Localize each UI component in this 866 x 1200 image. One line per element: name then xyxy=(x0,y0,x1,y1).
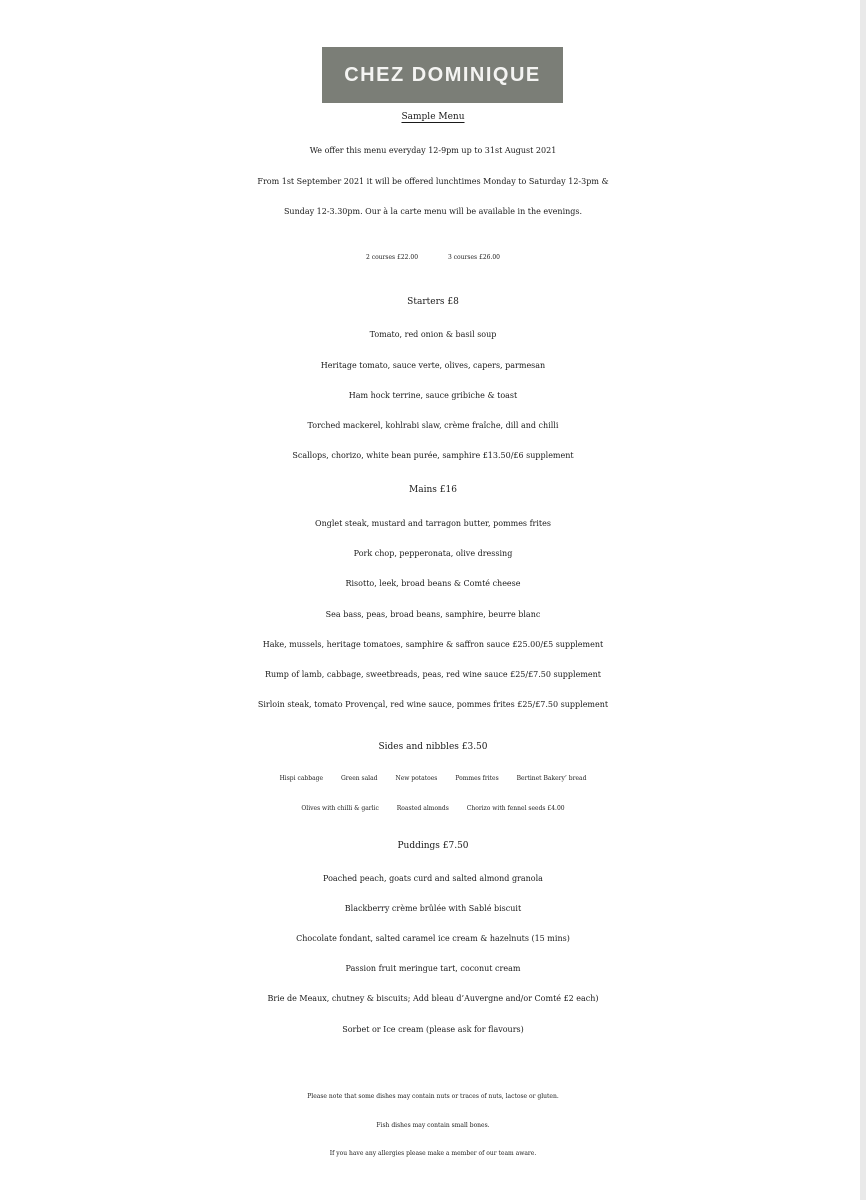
intro-line: We offer this menu everyday 12-9pm up to 31st August 2021 xyxy=(309,146,557,155)
allergy-note: Please note that some dishes may contain nuts or traces of nuts, lactose or gluten. xyxy=(307,1093,559,1100)
three-course-price: 3 courses £26.00 xyxy=(447,254,500,261)
menu-item: Brie de Meaux, chutney & biscuits; Add bleau d’Auvergne and/or Comté £2 each) xyxy=(267,994,599,1003)
menu-item: Poached peach, goats curd and salted almond granola xyxy=(323,874,543,883)
side-item: Roasted almonds xyxy=(396,805,449,812)
side-item: Bertinet Bakery’ bread xyxy=(516,775,587,782)
allergy-note: If you have any allergies please make a member of our team aware. xyxy=(329,1150,537,1157)
sides-row xyxy=(0,775,866,782)
menu-item: Onglet steak, mustard and tarragon butter, pommes frites xyxy=(315,519,551,528)
menu-item: Pork chop, pepperonata, olive dressing xyxy=(353,549,513,558)
menu-item: Chocolate fondant, salted caramel ice cream & hazelnuts (15 mins) xyxy=(296,934,570,943)
sides-row xyxy=(0,805,866,812)
menu-item: Sorbet or Ice cream (please ask for flavours) xyxy=(342,1025,524,1034)
menu-item: Risotto, leek, broad beans & Comté cheese xyxy=(345,579,521,588)
menu-item: Blackberry crème brûlée with Sablé biscuit xyxy=(344,904,522,913)
menu-subtitle: Sample Menu xyxy=(401,112,465,122)
intro-line: From 1st September 2021 it will be offered lunchtimes Monday to Saturday 12-3pm & xyxy=(257,177,609,186)
starters-heading: Starters £8 xyxy=(407,297,459,307)
side-item: Pommes frites xyxy=(455,775,499,782)
allergy-note: Fish dishes may contain small bones. xyxy=(376,1122,490,1129)
course-prices xyxy=(0,254,866,261)
menu-item: Heritage tomato, sauce verte, olives, capers, parmesan xyxy=(320,361,546,370)
side-item: Chorizo with fennel seeds £4.00 xyxy=(466,805,565,812)
menu-item: Torched mackerel, kohlrabi slaw, crème fraîche, dill and chilli xyxy=(307,421,559,430)
menu-item: Hake, mussels, heritage tomatoes, samphire & saffron sauce £25.00/£5 supplement xyxy=(262,640,604,649)
mains-heading: Mains £16 xyxy=(409,485,457,495)
intro-line: Sunday 12-3.30pm. Our à la carte menu will be available in the evenings. xyxy=(283,207,583,216)
menu-item: Scallops, chorizo, white bean purée, samphire £13.50/£6 supplement xyxy=(292,451,574,460)
sides-heading: Sides and nibbles £3.50 xyxy=(378,742,488,752)
menu-item: Tomato, red onion & basil soup xyxy=(369,330,497,339)
brand-logo: CHEZ DOMINIQUE xyxy=(322,47,563,103)
two-course-price: 2 courses £22.00 xyxy=(365,254,419,261)
side-item: Hispi cabbage xyxy=(279,775,324,782)
menu-item: Sirloin steak, tomato Provençal, red wine sauce, pommes frites £25/£7.50 supplement xyxy=(257,700,609,709)
menu-item: Rump of lamb, cabbage, sweetbreads, peas, red wine sauce £25/£7.50 supplement xyxy=(264,670,602,679)
menu-item: Sea bass, peas, broad beans, samphire, beurre blanc xyxy=(325,610,541,619)
menu-item: Ham hock terrine, sauce gribiche & toast xyxy=(348,391,518,400)
side-item: Olives with chilli & garlic xyxy=(301,805,379,812)
side-item: Green salad xyxy=(340,775,378,782)
puddings-heading: Puddings £7.50 xyxy=(397,841,469,851)
menu-item: Passion fruit meringue tart, coconut cream xyxy=(345,964,521,973)
side-item: New potatoes xyxy=(395,775,438,782)
